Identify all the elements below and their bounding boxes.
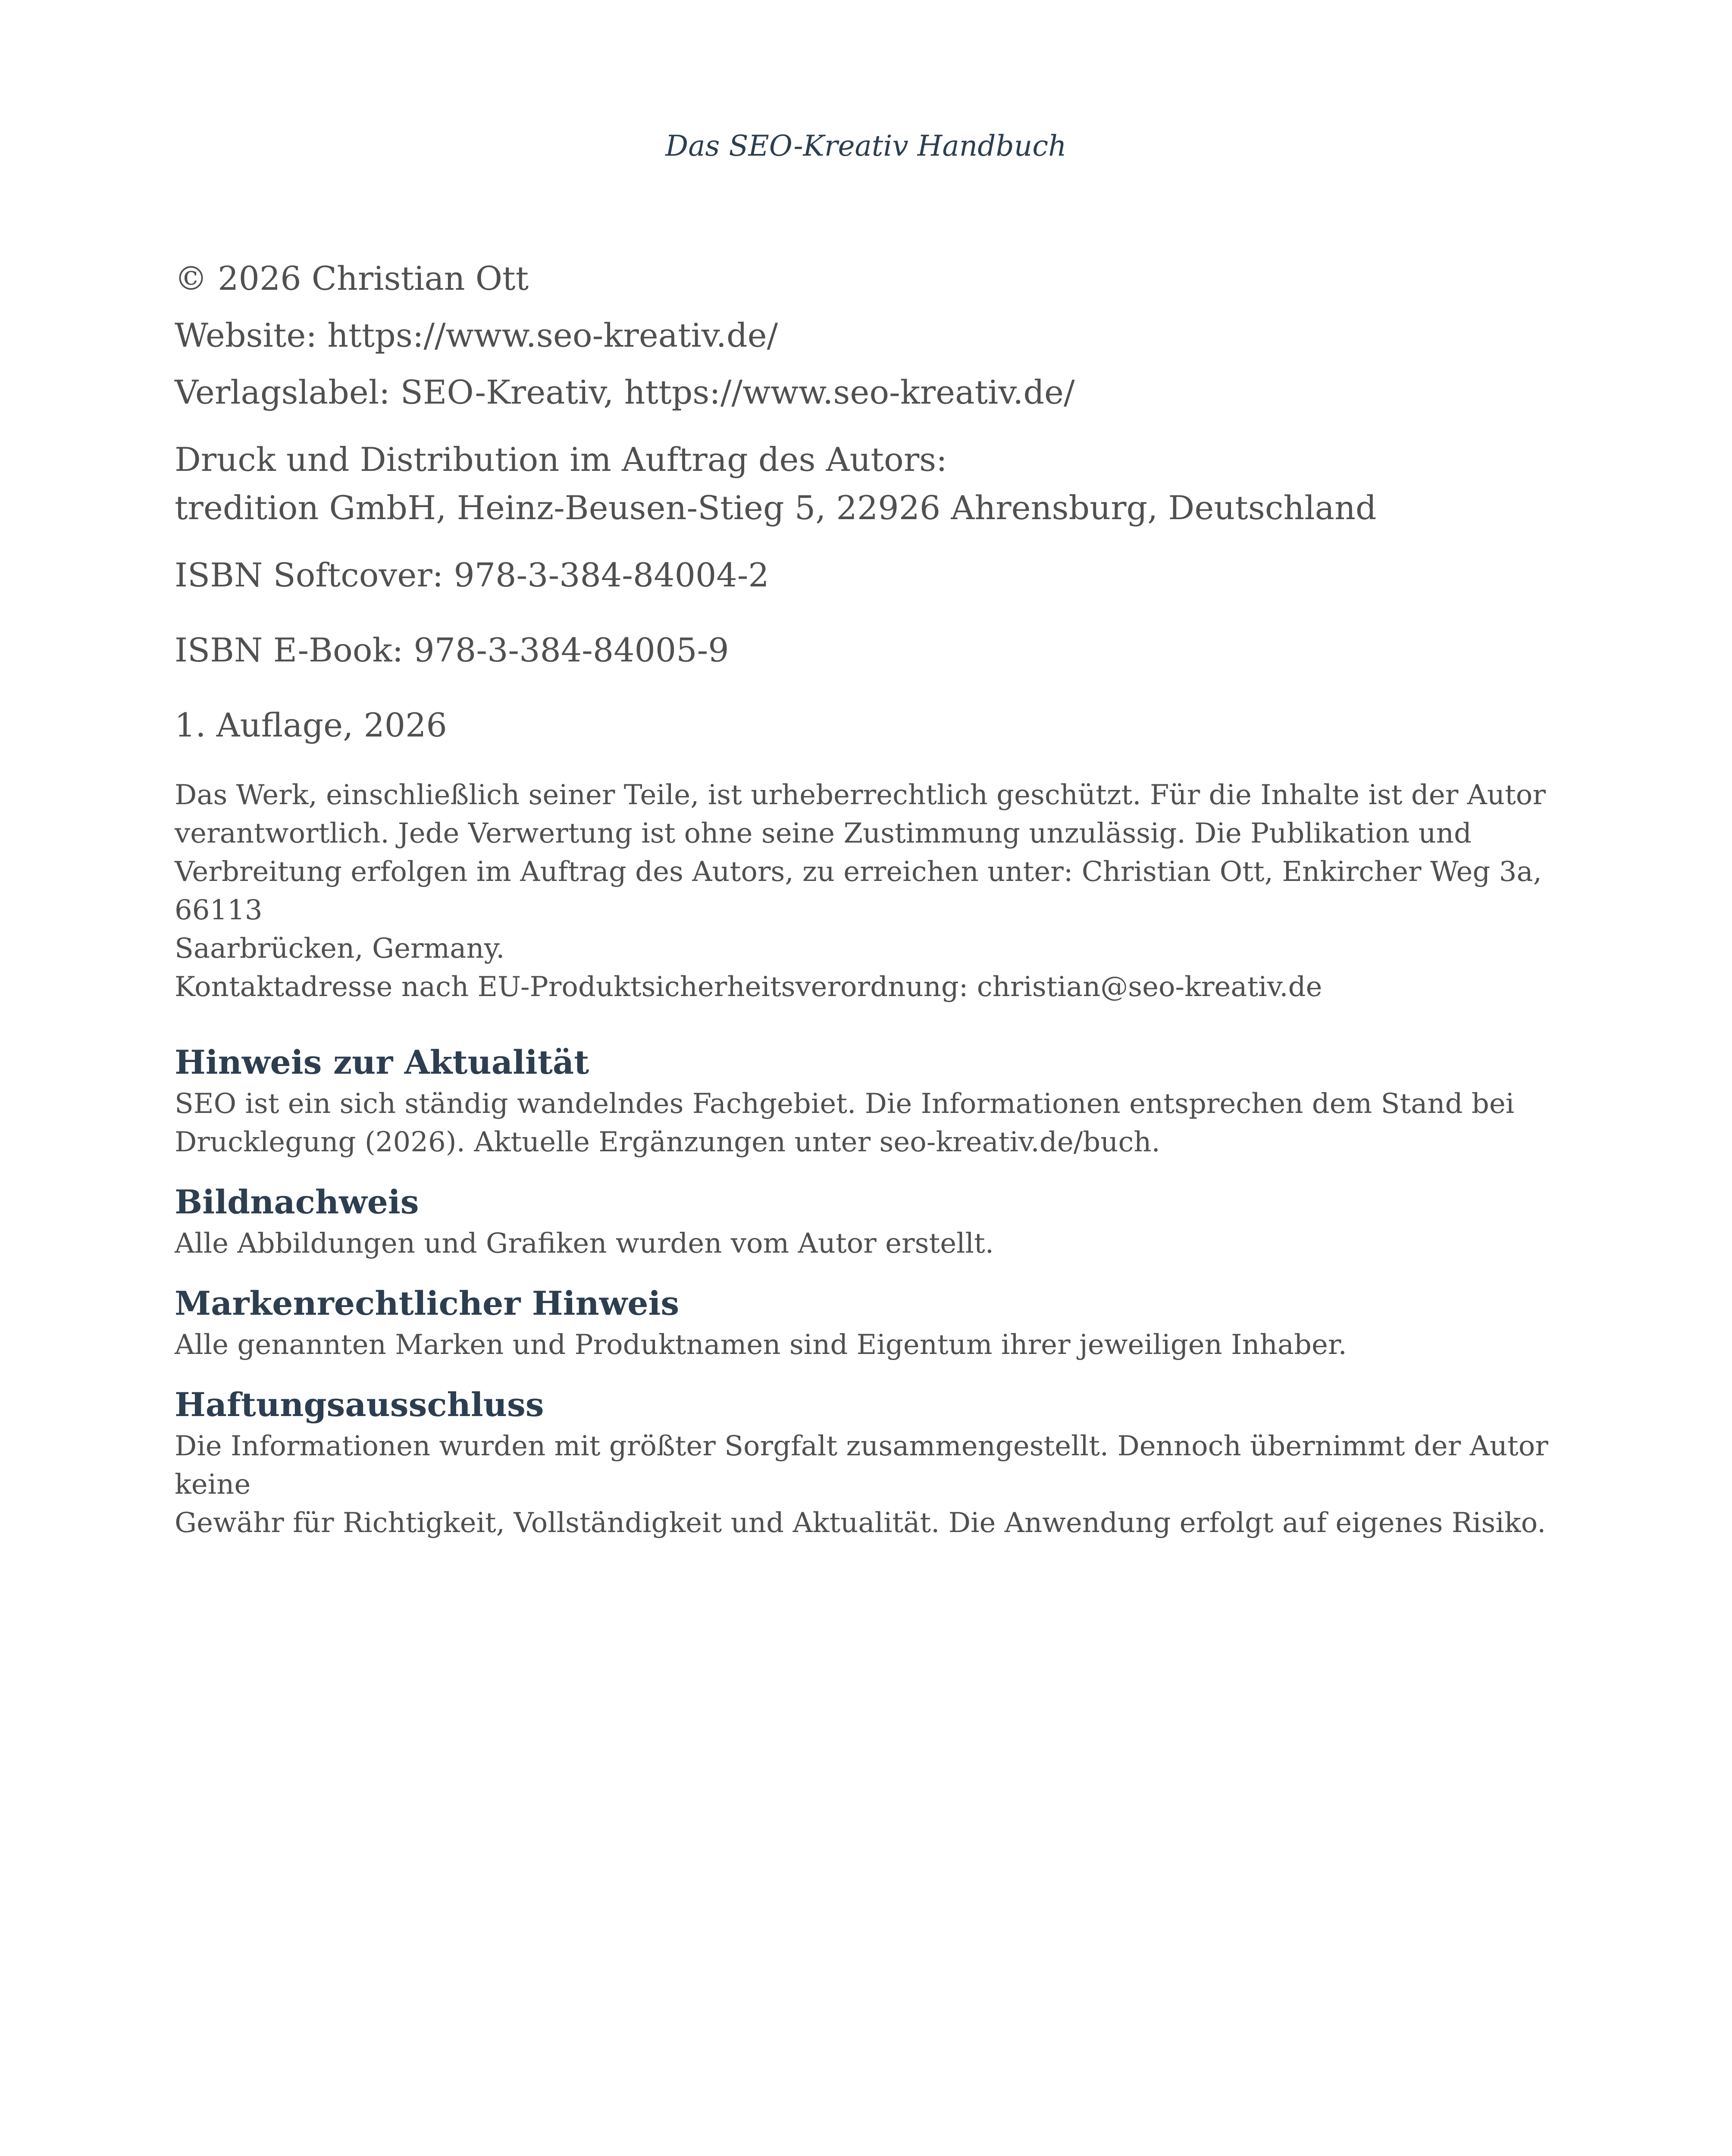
imprint-content [175, 254, 1563, 1542]
isbn-ebook: ISBN E-Book: 978-3-384-84005-9 [175, 631, 729, 669]
section-currency [175, 1040, 1563, 1162]
rights-text-line: verantwortlich. Jede Verwertung ist ohne seine Zustimmung unzulässig. Die Publikation und [175, 818, 1472, 849]
section-image-credits [175, 1180, 1563, 1263]
section-trademark [175, 1281, 1563, 1364]
section-text-line: Die Informationen wurden mit größter Sorgfalt zusammengestellt. Dennoch übernimmt der Autor keine [175, 1430, 1548, 1501]
section-heading: Haftungsausschluss [175, 1385, 544, 1424]
section-heading: Hinweis zur Aktualität [175, 1043, 589, 1081]
publisher-label-line: Verlagslabel: SEO-Kreativ, https://www.seo-kreativ.de/ [175, 373, 1075, 411]
running-header: Das SEO-Kreativ Handbuch [665, 129, 1067, 163]
section-text-line: Alle Abbildungen und Grafiken wurden vom Autor erstellt. [175, 1228, 994, 1260]
rights-paragraph [175, 776, 1563, 968]
print-distribution-line: Druck und Distribution im Auftrag des Autors: [175, 440, 947, 479]
section-text-line: Alle genannten Marken und Produktnamen sind Eigentum ihrer jeweiligen Inhaber. [175, 1329, 1347, 1361]
section-heading: Bildnachweis [175, 1183, 419, 1221]
contact-line: Kontaktadresse nach EU-Produktsicherheitsverordnung: christian@seo-kreativ.de [175, 971, 1322, 1003]
section-text-line: Gewähr für Richtigkeit, Vollständigkeit und Aktualität. Die Anwendung erfolgt auf eigenes Risiko. [175, 1507, 1546, 1539]
section-text-line: Drucklegung (2026). Aktuelle Ergänzungen unter seo-kreativ.de/buch. [175, 1126, 1160, 1158]
printer-address-line: tredition GmbH, Heinz-Beusen-Stieg 5, 22926 Ahrensburg, Deutschland [175, 489, 1377, 527]
isbn-softcover: ISBN Softcover: 978-3-384-84004-2 [175, 556, 769, 594]
rights-text-line: Verbreitung erfolgen im Auftrag des Autors, zu erreichen unter: Christian Ott, Enkircher Weg 3a, 66113 [175, 856, 1542, 926]
rights-text-line: Das Werk, einschließlich seiner Teile, ist urheberrechtlich geschützt. Für die Inhalte ist der Autor [175, 779, 1546, 811]
edition-line: 1. Auflage, 2026 [175, 706, 447, 744]
copyright-line: © 2026 Christian Ott [175, 259, 529, 298]
website-line: Website: https://www.seo-kreativ.de/ [175, 316, 778, 354]
section-text-line: SEO ist ein sich ständig wandelndes Fachgebiet. Die Informationen entsprechen dem Stand bei [175, 1088, 1515, 1120]
rights-text-line: Saarbrücken, Germany. [175, 933, 505, 965]
section-disclaimer [175, 1382, 1563, 1542]
section-heading: Markenrechtlicher Hinweis [175, 1284, 680, 1322]
